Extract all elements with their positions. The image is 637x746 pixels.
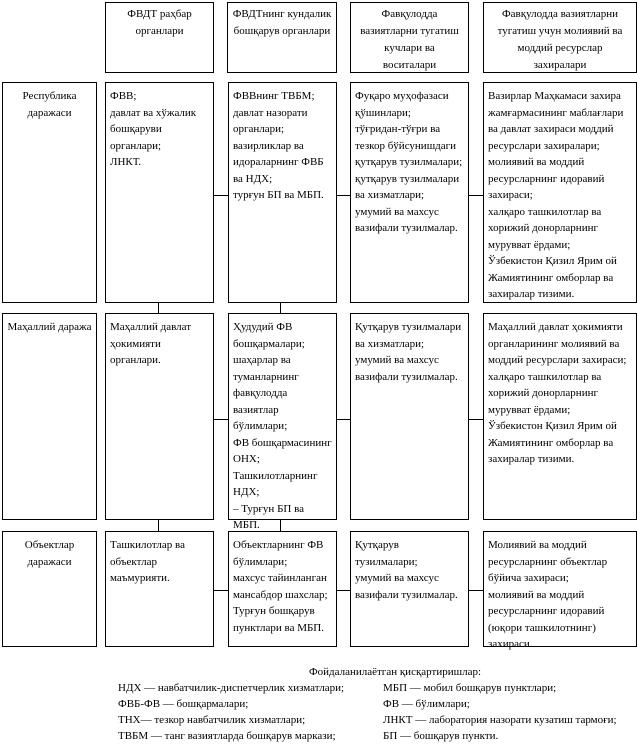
cell-line: тўғридан-тўғри ва тезкор бўйсунишдаги қутқарув тузилмалари; <box>355 123 463 168</box>
cell-line: молиявий ва моддий ресурсларнинг идоравий захираси; <box>488 156 605 201</box>
legend-title: Фойдаланилаётган қисқартиришлар: <box>308 666 482 678</box>
header-text: Фавқулодда вазиятларни тугатиш учун молиявий ва моддий ресурслар захиралари <box>497 8 623 71</box>
cell-line: қутқарув тузилмалари ва хизматлари; <box>355 172 460 201</box>
header-text: Фавқулодда вазиятларни тугатиш кучлари ва воситалари <box>360 8 459 71</box>
row-label-text: Маҳаллий даража <box>7 321 92 333</box>
cell-line: умумий ва махсус вазифали тузилмалар. <box>355 572 458 601</box>
republic-level-cell-4 <box>483 82 637 303</box>
cell-line: шаҳарлар ва туманларнинг фавқулодда вазиятлар бўлимлари; <box>233 354 299 432</box>
cell-line: Объектларнинг ФВ бўлимлари; <box>233 539 324 568</box>
cell-line: Ўзбекистон Қизил Ярим ой Жамиятининг омборлар ва захиралар тизими. <box>488 255 617 300</box>
local-level-cell-3 <box>350 313 469 520</box>
objects-level-cell-1 <box>105 531 214 647</box>
legend-item: ТНХ— тезкор навбатчилик хизматлари; <box>118 714 306 726</box>
republic-level-cell-1 <box>105 82 214 303</box>
cell-line: Қутқарув тузилмалари ва хизматлари; <box>355 321 462 350</box>
header-daily-management <box>227 2 337 73</box>
cell-line: халқаро ташкилотлар ва хорижий донорларнинг мурувват ёрдами; <box>488 370 602 416</box>
row-label-republic-level <box>2 82 97 303</box>
cell-line: Вазирлар Маҳкамаси захира жамғармасининг маблағлари ва давлат захираси моддий ресурслари захиралари; <box>488 90 624 152</box>
row-label-local-level <box>2 313 97 520</box>
legend-item: ТВБМ — танг вазиятларда бошқарув маркази; <box>118 730 336 742</box>
cell-line: Фуқаро муҳофазаси қўшинлари; <box>355 90 449 119</box>
connector-horizontal <box>214 195 228 196</box>
cell-line: Қутқарув тузилмалари; <box>355 539 418 568</box>
cell-line: молиявий ва моддий ресурсларнинг идоравий (юқори ташкилотнинг) захираси. <box>488 588 605 650</box>
connector-vertical <box>280 520 281 531</box>
legend-item: БП — бошқарув пункти. <box>383 730 499 742</box>
legend-item: ФВБ-ФВ — бошқармалари; <box>118 698 249 710</box>
cell-line: Молиявий ва моддий ресурсларнинг объектлар бўйича захираси; <box>488 539 608 584</box>
cell-line: халқаро ташкилотлар ва хорижий донорларнинг мурувват ёрдами; <box>488 205 602 251</box>
objects-level-cell-4 <box>483 531 637 650</box>
cell-line: – Турғун БП ва МБП. <box>233 502 305 531</box>
local-level-cell-4 <box>483 313 637 520</box>
cell-line: Маҳаллий давлат ҳокимияти органларининг молиявий ва моддий ресурслари захираси; <box>488 321 627 366</box>
cell-line: Турғун бошқарув пунктлари ва МБП. <box>233 605 324 634</box>
cell-line: ФВВ; <box>110 90 137 102</box>
cell-line: давлат назорати органлари; <box>233 106 308 135</box>
connector-horizontal <box>469 195 483 196</box>
cell-line: умумий ва махсус вазифали тузилмалар. <box>355 354 458 383</box>
cell-line: давлат ва хўжалик бошқаруви органлари; <box>110 106 197 152</box>
header-text: ФВДТнинг кундалик бошқарув органлари <box>232 8 332 37</box>
cell-line: махсус тайинланган мансабдор шахслар; <box>233 572 328 601</box>
connector-horizontal <box>469 590 483 591</box>
connector-vertical <box>280 303 281 313</box>
cell-line: ЛНКТ. <box>110 156 142 168</box>
row-label-objects-level <box>2 531 97 647</box>
republic-level-cell-2 <box>228 82 337 303</box>
header-forces-and-means <box>350 2 469 73</box>
connector-horizontal <box>214 419 228 420</box>
connector-horizontal <box>337 590 350 591</box>
local-level-cell-2 <box>228 313 337 531</box>
header-reserves <box>483 2 637 73</box>
cell-line: турғун БП ва МБП. <box>233 189 324 201</box>
legend-item: НДХ — навбатчилик-диспетчерлик хизматлари; <box>118 682 345 694</box>
connector-vertical <box>158 303 159 313</box>
connector-horizontal <box>337 419 350 420</box>
connector-horizontal <box>469 419 483 420</box>
row-label-text: Объектлар даражаси <box>24 539 75 568</box>
header-text: ФВДТ раҳбар органлари <box>127 8 192 37</box>
cell-line: Маҳаллий давлат ҳокимияти органлари. <box>110 321 192 366</box>
cell-line: Ташкилотларнинг НДХ; <box>233 469 318 498</box>
cell-line: умумий ва махсус вазифали тузилмалар. <box>355 205 458 234</box>
connector-vertical <box>158 520 159 531</box>
republic-level-cell-3 <box>350 82 469 303</box>
legend-item: ЛНКТ — лаборатория назорати кузатиш тармоғи; <box>383 714 617 726</box>
cell-line: Ҳудудий ФВ бошқармалари; <box>233 321 305 350</box>
local-level-cell-1 <box>105 313 214 520</box>
row-label-text: Республика даражаси <box>22 90 77 119</box>
legend-item: ФВ — бўлимлари; <box>383 698 470 710</box>
cell-line: ФВ бошқармасининг ОНХ; <box>233 436 332 465</box>
cell-line: вазирликлар ва идораларнинг ФВБ ва НДХ; <box>233 139 324 185</box>
objects-level-cell-2 <box>228 531 337 647</box>
legend-item: МБП — мобил бошқарув пунктлари; <box>383 682 557 694</box>
cell-line: Ташкилотлар ва объектлар маъмурияти. <box>110 539 185 584</box>
header-leadership-bodies <box>105 2 214 73</box>
cell-line: ФВВнинг ТВБМ; <box>233 90 315 102</box>
objects-level-cell-3 <box>350 531 469 647</box>
connector-horizontal <box>337 195 350 196</box>
cell-line: Ўзбекистон Қизил Ярим ой Жамиятининг омборлар ва захиралар тизими. <box>488 420 617 465</box>
connector-horizontal <box>214 590 228 591</box>
